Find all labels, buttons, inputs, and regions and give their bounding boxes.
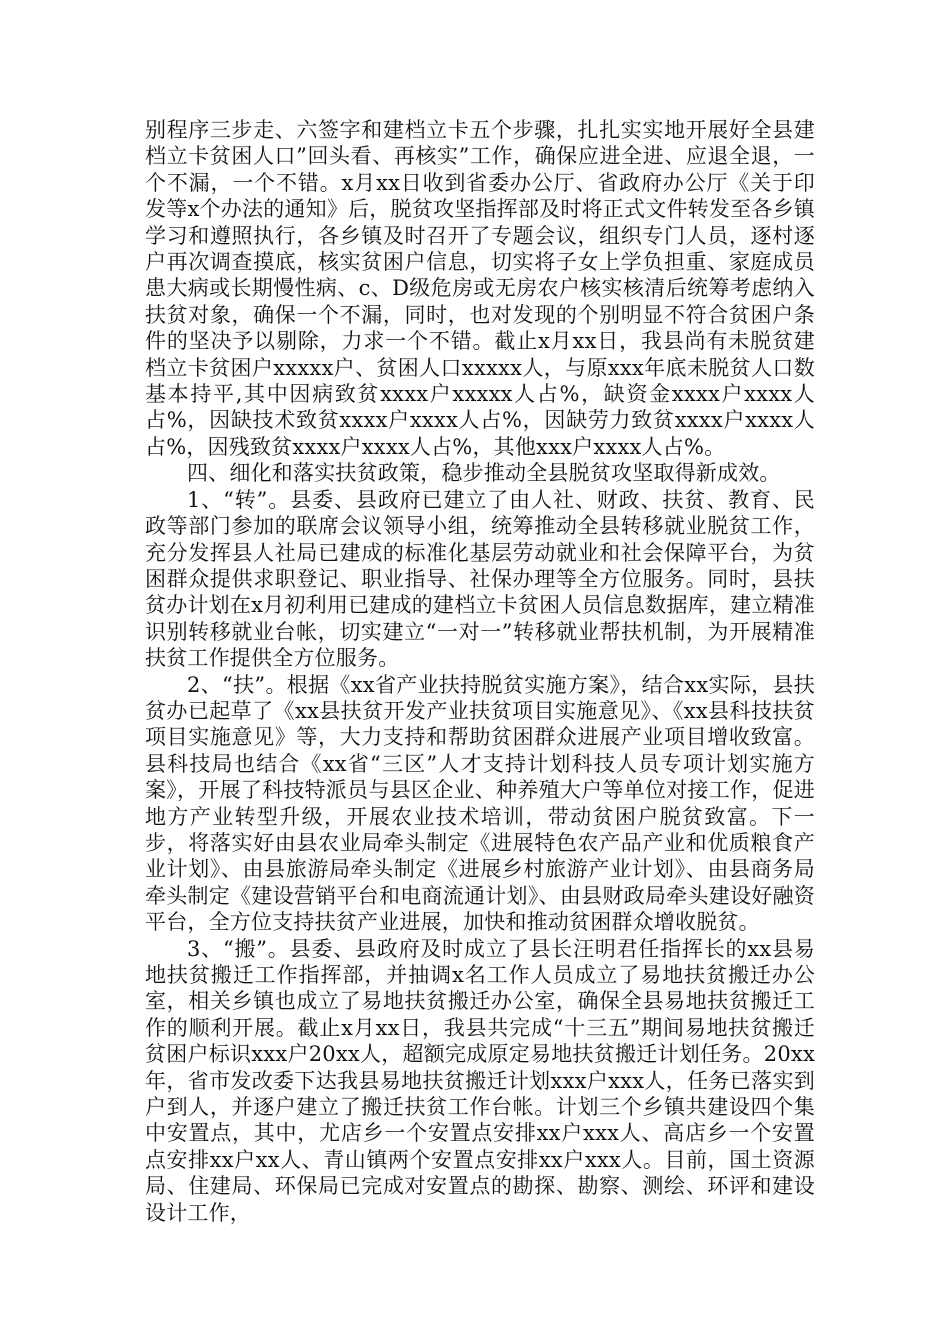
document-body xyxy=(145,117,815,1226)
paragraph-zhuan: 1、“转”。县委、县政府已建立了由人社、财政、扶贫、教育、民政等部门参加的联席会议领导小组，统筹推动全县转移就业脱贫工作，充分发挥县人社局已建成的标准化基层劳动就业和社会保障平台，为贫困群众提供求职登记、职业指导、社保办理等全方位服务。同时，县扶贫办计划在x月初利用已建成的建档立卡贫困人员信息数据库，建立精准识别转移就业台帐，切实建立“一对一”转移就业帮扶机制，为开展精准扶贫工作提供全方位服务。 xyxy=(145,487,815,671)
section-heading-four: 四、细化和落实扶贫政策，稳步推动全县脱贫攻坚取得新成效。 xyxy=(187,461,781,486)
paragraph-ban: 3、“搬”。县委、县政府及时成立了县长汪明君任指挥长的xx县易地扶贫搬迁工作指挥部，并抽调x名工作人员成立了易地扶贫搬迁办公室，相关乡镇也成立了易地扶贫搬迁办公室，确保全县易地扶贫搬迁工作的顺利开展。截止x月xx日，我县共完成“十三五”期间易地扶贫搬迁贫困户标识xxx户20xx人，超额完成原定易地扶贫搬迁计划任务。20xx年，省市发改委下达我县易地扶贫搬迁计划xxx户xxx人，任务已落实到户到人，并逐户建立了搬迁扶贫工作台帐。计划三个乡镇共建设四个集中安置点，其中，尤店乡一个安置点安排xx户xxx人、高店乡一个安置点安排xx户xx人、青山镇两个安置点安排xx户xxx人。目前，国土资源局、住建局、环保局已完成对安置点的勘探、勘察、测绘、环评和建设设计工作， xyxy=(145,936,815,1225)
paragraph-fu: 2、“扶”。根据《xx省产业扶持脱贫实施方案》，结合xx实际，县扶贫办已起草了《xx县扶贫开发产业扶贫项目实施意见》、《xx县科技扶贫项目实施意见》等，大力支持和帮助贫困群众进展产业项目增收致富。县科技局也结合《xx省“三区”人才支持计划科技人员专项计划实施方案》，开展了科技特派员与县区企业、种养殖大户等单位对接工作，促进地方产业转型升级，开展农业技术培训，带动贫困户脱贫致富。下一步，将落实好由县农业局牵头制定《进展特色农产品产业和优质粮食产业计划》、由县旅游局牵头制定《进展乡村旅游产业计划》、由县商务局牵头制定《建设营销平台和电商流通计划》、由县财政局牵头建设好融资平台，全方位支持扶贫产业进展，加快和推动贫困群众增收脱贫。 xyxy=(145,672,815,935)
paragraph-continuation: 别程序三步走、六签字和建档立卡五个步骤，扎扎实实地开展好全县建档立卡贫困人口”回头看、再核实”工作，确保应进全进、应退全退，一个不漏，一个不错。x月xx日收到省委办公厅、省政府办公厅《关于印发等x个办法的通知》后，脱贫攻坚指挥部及时将正式文件转发至各乡镇学习和遵照执行，各乡镇及时召开了专题会议，组织专门人员，逐村逐户再次调查摸底，核实贫困户信息，切实将子女上学负担重、家庭成员患大病或长期慢性病、c、D级危房或无房农户核实核清后统筹考虑纳入扶贫对象，确保一个不漏，同时，也对发现的个别明显不符合贫困户条件的坚决予以剔除，力求一个不错。截止x月xx日，我县尚有未脱贫建档立卡贫困户xxxxx户、贫困人口xxxxx人，与原xxx年底未脱贫人口数基本持平,其中因病致贫xxxx户xxxxx人占%，缺资金xxxx户xxxx人占%，因缺技术致贫xxxx户xxxx人占%，因缺劳力致贫xxxx户xxxx人占%，因残致贫xxxx户xxxx人占%，其他xxx户xxxx人占%。 xyxy=(145,118,815,459)
